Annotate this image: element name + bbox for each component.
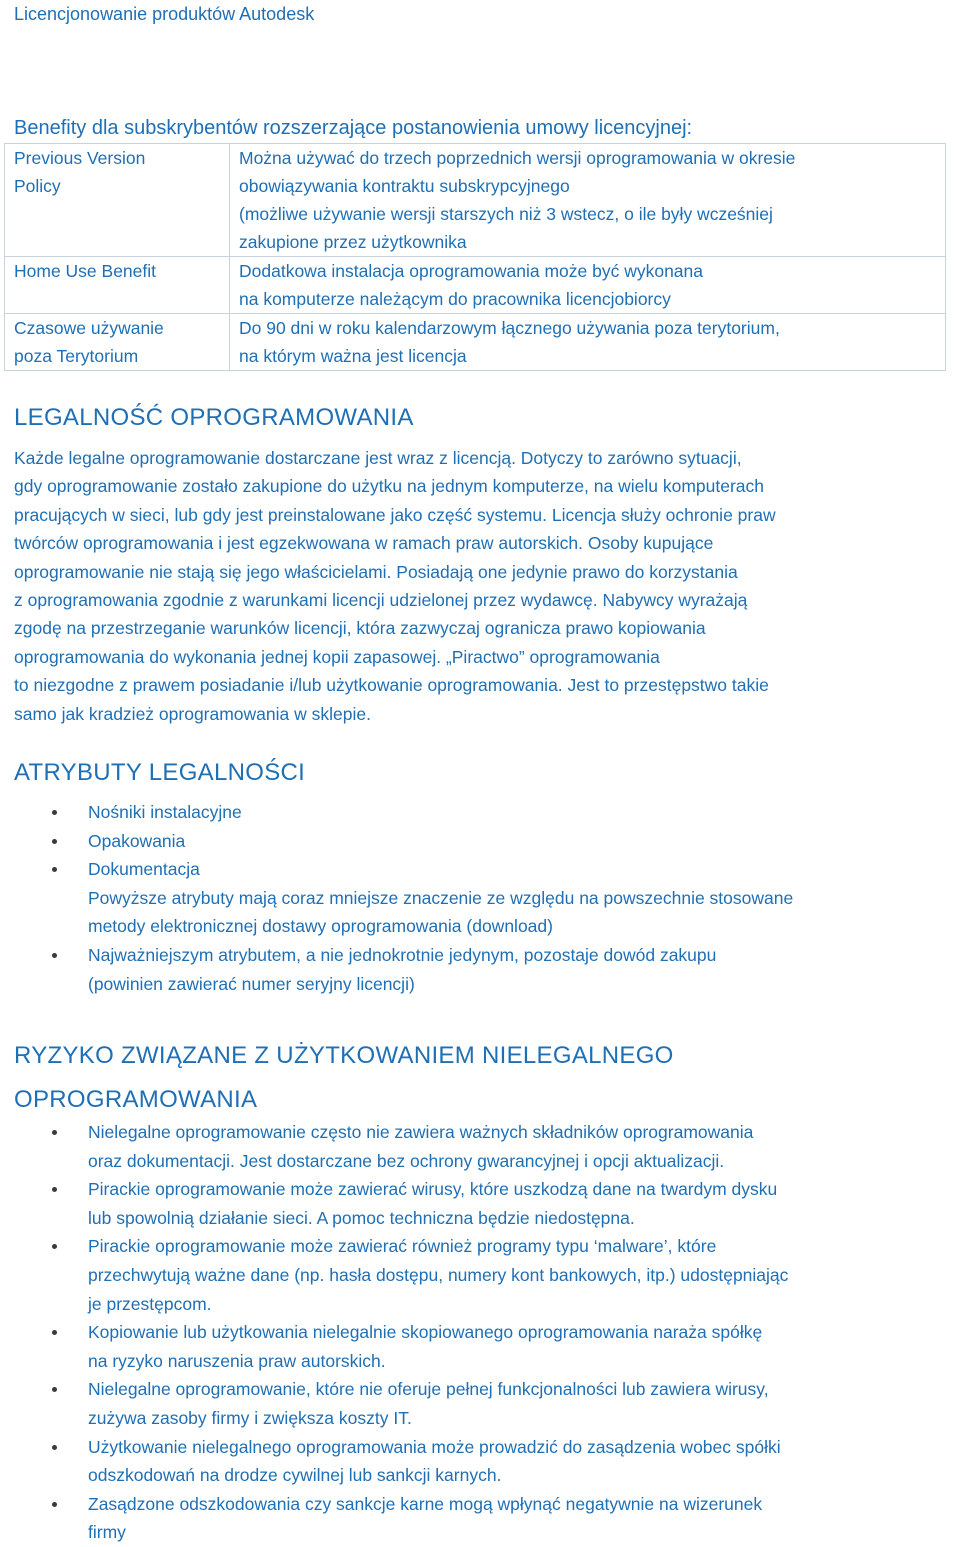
bullet-icon [52,953,57,958]
risk-heading-line: RYZYKO ZWIĄZANE Z UŻYTKOWANIEM NIELEGALNEGO [14,1042,674,1069]
benefit-label [5,314,230,371]
benefit-label [5,257,230,314]
list-item-line: Dokumentacja [88,859,200,880]
benefit-desc-line: Można używać do trzech poprzednich wersji oprogramowania w okresie [239,148,796,168]
list-item-line: zużywa zasoby firmy i zwiększa koszty IT. [88,1407,412,1428]
bullet-icon [52,1445,57,1450]
list-item [0,1318,950,1375]
risk-heading [14,1034,674,1122]
page-header-title: Licencjonowanie produktów Autodesk [14,4,315,24]
risk-list [0,1118,950,1547]
paragraph-line: gdy oprogramowanie zostało zakupione do użytku na jednym komputerze, na wielu komputerach [14,476,765,497]
bullet-icon [52,1244,57,1249]
list-note [0,884,950,941]
paragraph-line: z oprogramowania zgodnie z warunkami licencji udzielonej przez wydawcę. Nabywcy wyrażają [14,590,748,611]
benefit-desc-line: (możliwe używanie wersji starszych niż 3 wstecz, o ile były wcześniej [239,204,773,224]
list-item-line: Powyższe atrybuty mają coraz mniejsze znaczenie ze względu na powszechnie stosowane [88,887,794,908]
list-item [0,827,950,856]
list-item [0,855,950,884]
bullet-icon [52,839,57,844]
benefit-desc-line: zakupione przez użytkownika [239,232,467,252]
benefit-desc-line: obowiązywania kontraktu subskrypcyjnego [239,176,570,196]
list-item-line: (powinien zawierać numer seryjny licencji) [88,973,415,994]
list-item-line: Nośniki instalacyjne [88,802,242,822]
list-item [0,798,950,827]
bullet-icon [52,1187,57,1192]
list-item-line: odszkodowań na drodze cywilnej lub sankcji karnych. [88,1465,502,1486]
list-item [0,1175,950,1232]
list-item-line: przechwytują ważne dane (np. hasła dostępu, numery kont bankowych, itp.) udostępniając [88,1264,789,1285]
list-item-line: je przestępcom. [88,1293,212,1314]
bullet-icon [52,1130,57,1135]
list-item-line: Nielegalne oprogramowanie często nie zawiera ważnych składników oprogramowania [88,1122,754,1142]
bullet-icon [52,1330,57,1335]
benefit-desc-line: na komputerze należącym do pracownika licencjobiorcy [239,289,671,309]
list-item-line: metody elektronicznej dostawy oprogramowania (download) [88,916,553,937]
benefit-description [230,314,946,371]
benefits-heading: Benefity dla subskrybentów rozszerzające postanowienia umowy licencyjnej: [14,117,693,139]
list-item-line: lub spowolnią działanie sieci. A pomoc techniczna będzie niedostępna. [88,1207,635,1228]
list-item-line: firmy [88,1522,126,1543]
paragraph-line: pracujących w sieci, lub gdy jest preinstalowane jako część systemu. Licencja służy ochronie praw [14,504,776,525]
list-item-line: oraz dokumentacji. Jest dostarczane bez ochrony gwarancyjnej i opcji aktualizacji. [88,1150,725,1171]
benefit-label-line: Previous Version [14,148,146,168]
benefit-label-line: Czasowe używanie [14,318,164,338]
attributes-list [0,798,950,998]
paragraph-line: Każde legalne oprogramowanie dostarczane jest wraz z licencją. Dotyczy to zarówno sytuacji, [14,448,742,468]
benefit-desc-line: Do 90 dni w roku kalendarzowym łącznego używania poza terytorium, [239,318,780,338]
benefit-label-line: poza Terytorium [14,346,139,366]
paragraph-line: zgodę na przestrzeganie warunków licencji, która zazwyczaj ogranicza prawo kopiowania [14,618,706,639]
paragraph-line: samo jak kradzież oprogramowania w sklepie. [14,703,371,724]
list-item-line: Pirackie oprogramowanie może zawierać również programy typu ‘malware’, które [88,1236,717,1257]
list-item-line: Nielegalne oprogramowanie, które nie oferuje pełnej funkcjonalności lub zawiera wirusy, [88,1379,769,1400]
paragraph-line: oprogramowanie nie stają się jego właścicielami. Posiadają one jedynie prawo do korzystania [14,561,738,582]
bullet-icon [52,1387,57,1392]
list-item [0,1375,950,1432]
benefit-desc-line: Dodatkowa instalacja oprogramowania może być wykonana [239,261,703,281]
benefits-table [4,143,946,371]
benefit-desc-line: na którym ważna jest licencja [239,346,467,366]
list-item [0,1232,950,1318]
table-row [5,314,946,371]
list-item-line: Opakowania [88,830,186,851]
list-item-line: Zasądzone odszkodowania czy sankcje karne mogą wpłynąć negatywnie na wizerunek [88,1493,763,1514]
list-item-line: Najważniejszym atrybutem, a nie jednokrotnie jedynym, pozostaje dowód zakupu [88,944,717,965]
list-item [0,1118,950,1175]
benefit-label-line: Policy [14,176,61,196]
bullet-icon [52,1502,57,1507]
table-row [5,257,946,314]
list-item-line: Kopiowanie lub użytkowania nielegalnie skopiowanego oprogramowania naraża spółkę [88,1322,763,1343]
bullet-icon [52,810,57,815]
list-item [0,941,950,998]
legal-paragraph [14,444,954,728]
attributes-heading: ATRYBUTY LEGALNOŚCI [14,759,306,786]
risk-heading-line: OPROGRAMOWANIA [14,1086,258,1113]
paragraph-line: to niezgodne z prawem posiadanie i/lub użytkowanie oprogramowania. Jest to przestępstwo takie [14,675,769,696]
paragraph-line: twórców oprogramowania i jest egzekwowana w ramach praw autorskich. Osoby kupujące [14,533,714,554]
benefit-description [230,144,946,257]
table-row [5,144,946,257]
list-item-line: na ryzyko naruszenia praw autorskich. [88,1350,386,1371]
list-item-line: Pirackie oprogramowanie może zawierać wirusy, które uszkodzą dane na twardym dysku [88,1179,778,1200]
benefit-label-line: Home Use Benefit [14,261,157,281]
paragraph-line: oprogramowania do wykonania jednej kopii zapasowej. „Piractwo” oprogramowania [14,646,660,667]
bullet-icon [52,867,57,872]
list-item [0,1490,950,1547]
list-item [0,1433,950,1490]
benefit-label [5,144,230,257]
list-item-line: Użytkowanie nielegalnego oprogramowania może prowadzić do zasądzenia wobec spółki [88,1436,781,1457]
legal-heading: LEGALNOŚĆ OPROGRAMOWANIA [14,404,414,431]
benefit-description [230,257,946,314]
